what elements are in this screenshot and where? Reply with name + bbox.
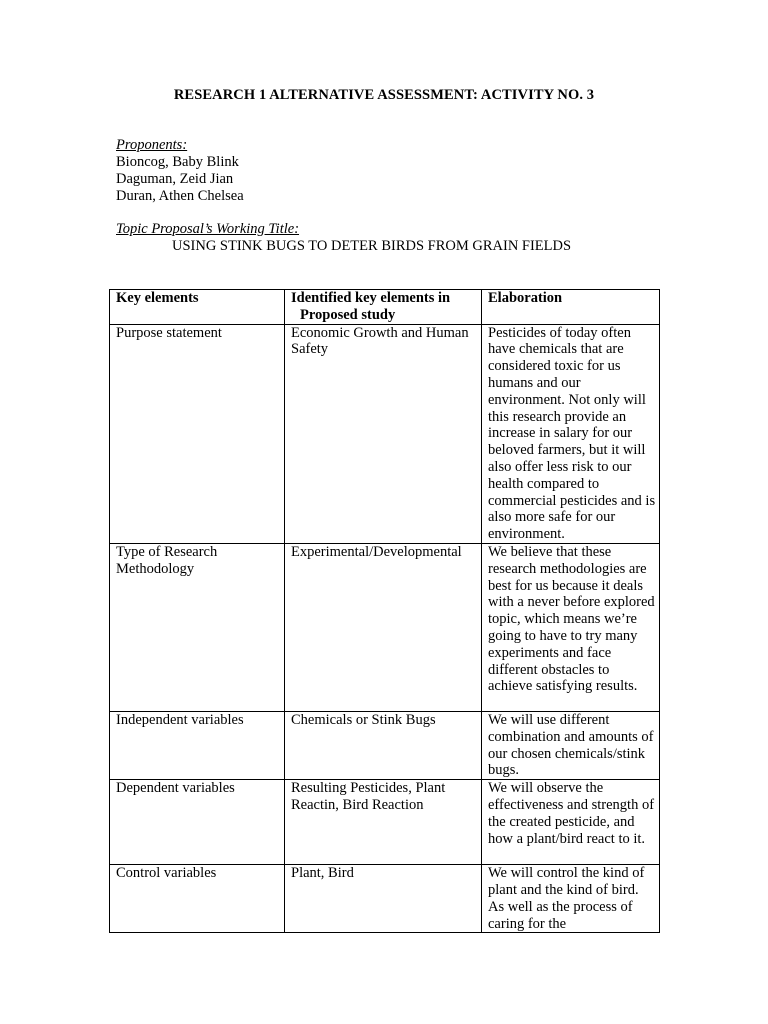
header-identified-key-elements [285,290,482,325]
cell-elaboration: We will observe the effectiveness and strength of the created pesticide, and how a plant/bird react to it. [482,780,660,865]
proponents-section [116,137,244,205]
header-elaboration: Elaboration [482,290,660,325]
table-row [110,543,660,711]
cell-elaboration: We will control the kind of plant and the kind of bird. As well as the process of caring for the [482,865,660,933]
cell-key: Independent variables [110,711,285,779]
proponent-name: Duran, Athen Chelsea [116,188,244,204]
table-header-row [110,290,660,325]
table-row [110,865,660,933]
proponent-name: Bioncog, Baby Blink [116,154,239,170]
document-title: RESEARCH 1 ALTERNATIVE ASSESSMENT: ACTIVITY NO. 3 [173,87,595,103]
cell-key: Type of Research Methodology [110,543,285,711]
proponents-label: Proponents: [116,137,188,153]
topic-section [116,221,571,255]
cell-identified: Economic Growth and Human Safety [285,324,482,543]
cell-key: Dependent variables [110,780,285,865]
cell-identified: Chemicals or Stink Bugs [285,711,482,779]
table-row [110,711,660,779]
header-identified-line1: Identified key elements in [291,290,451,306]
key-elements-table [109,289,660,933]
cell-key: Purpose statement [110,324,285,543]
cell-key: Control variables [110,865,285,933]
topic-label: Topic Proposal’s Working Title: [116,221,300,237]
topic-title: USING STINK BUGS TO DETER BIRDS FROM GRAIN FIELDS [172,238,572,254]
cell-elaboration: We believe that these research methodologies are best for us because it deals with a never before explored topic, which means we’re going to have to try many experiments and face different obstacles to achieve satisfying results. [482,543,660,711]
cell-identified: Plant, Bird [285,865,482,933]
cell-elaboration: Pesticides of today often have chemicals that are considered toxic for us humans and our environment. Not only will this research provide an increase in salary for our beloved farmers, but it will also offer less risk to our health compared to commercial pesticides and is also more safe for our environment. [482,324,660,543]
table-row [110,324,660,543]
cell-elaboration: We will use different combination and amounts of our chosen chemicals/stink bugs. [482,711,660,779]
cell-identified: Resulting Pesticides, Plant Reactin, Bird Reaction [285,780,482,865]
table-row [110,780,660,865]
header-key-elements: Key elements [110,290,285,325]
proponent-name: Daguman, Zeid Jian [116,171,234,187]
cell-identified: Experimental/Developmental [285,543,482,711]
header-identified-line2: Proposed study [300,306,396,323]
